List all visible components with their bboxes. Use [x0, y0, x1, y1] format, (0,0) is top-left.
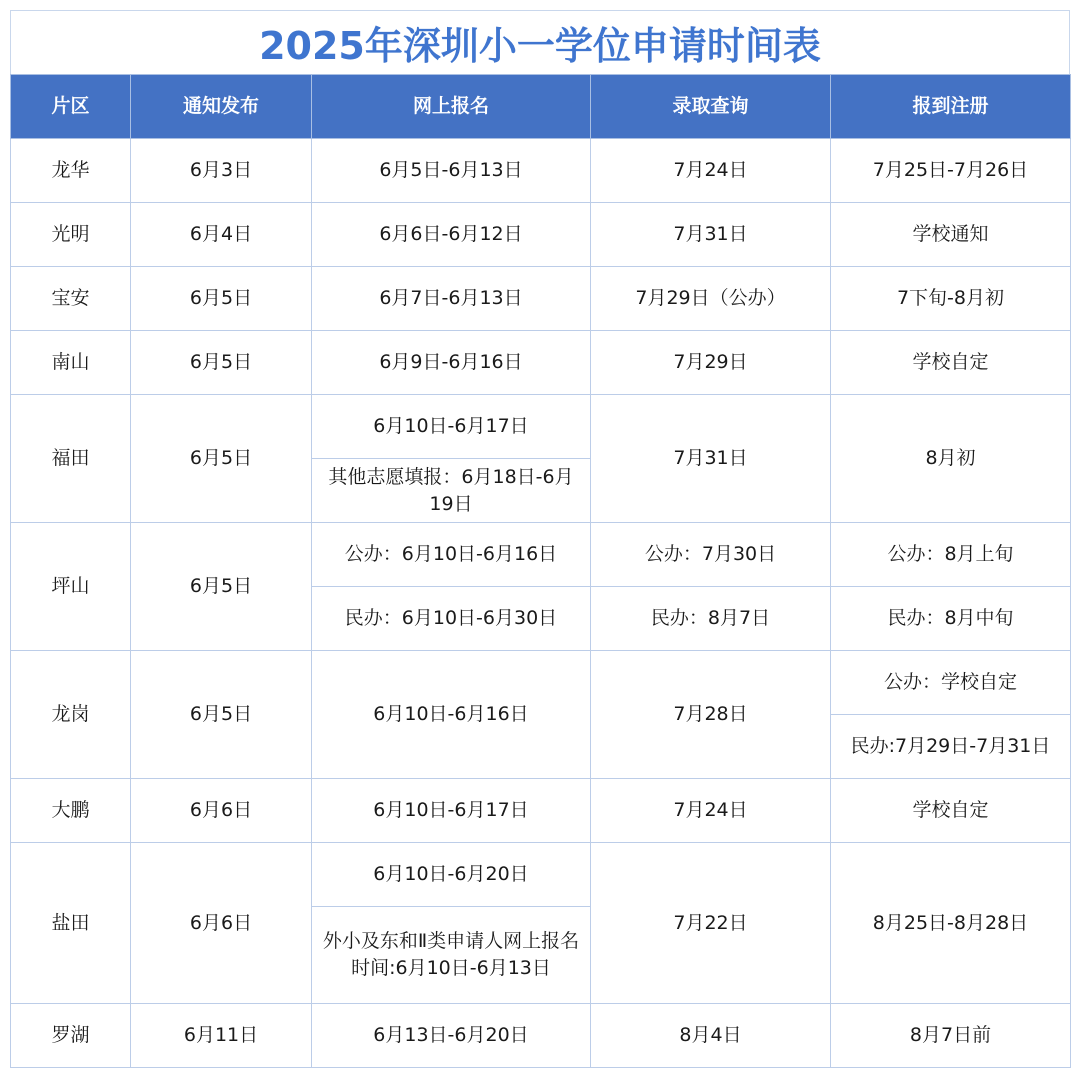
query-cell: 7月31日 [591, 395, 831, 523]
notice-cell: 6月3日 [131, 139, 312, 203]
register-cell: 民办:7月29日-7月31日 [831, 715, 1071, 779]
table-row [11, 651, 1071, 715]
district-cell: 宝安 [11, 267, 131, 331]
table-row [11, 139, 1071, 203]
apply-cell: 民办：6月10日-6月30日 [312, 587, 591, 651]
page-title: 2025年深圳小一学位申请时间表 [10, 10, 1070, 74]
table-row [11, 203, 1071, 267]
table-row [11, 1004, 1071, 1068]
district-cell: 福田 [11, 395, 131, 523]
district-cell: 光明 [11, 203, 131, 267]
table-row [11, 331, 1071, 395]
notice-cell: 6月5日 [131, 331, 312, 395]
apply-cell: 6月10日-6月17日 [312, 395, 591, 459]
query-cell: 7月31日 [591, 203, 831, 267]
register-cell: 7下旬-8月初 [831, 267, 1071, 331]
apply-cell: 6月7日-6月13日 [312, 267, 591, 331]
apply-cell: 6月10日-6月17日 [312, 779, 591, 843]
header-query: 录取查询 [591, 75, 831, 139]
notice-cell: 6月5日 [131, 523, 312, 651]
apply-cell: 6月5日-6月13日 [312, 139, 591, 203]
apply-cell: 6月10日-6月16日 [312, 651, 591, 779]
query-cell: 7月29日 [591, 331, 831, 395]
district-cell: 盐田 [11, 843, 131, 1004]
table-row [11, 395, 1071, 459]
query-cell: 7月28日 [591, 651, 831, 779]
district-cell: 龙华 [11, 139, 131, 203]
header-apply: 网上报名 [312, 75, 591, 139]
schedule-table [10, 74, 1071, 1068]
notice-cell: 6月11日 [131, 1004, 312, 1068]
header-row [11, 75, 1071, 139]
query-cell: 8月4日 [591, 1004, 831, 1068]
query-cell: 公办：7月30日 [591, 523, 831, 587]
table-row [11, 523, 1071, 587]
register-cell: 公办：8月上旬 [831, 523, 1071, 587]
query-cell: 7月29日（公办） [591, 267, 831, 331]
register-cell: 学校自定 [831, 779, 1071, 843]
district-cell: 南山 [11, 331, 131, 395]
query-cell: 7月22日 [591, 843, 831, 1004]
header-register: 报到注册 [831, 75, 1071, 139]
table-row [11, 843, 1071, 907]
register-cell: 学校自定 [831, 331, 1071, 395]
header-notice: 通知发布 [131, 75, 312, 139]
register-cell: 民办：8月中旬 [831, 587, 1071, 651]
apply-cell: 6月10日-6月20日 [312, 843, 591, 907]
apply-cell: 外小及东和Ⅱ类申请人网上报名时间:6月10日-6月13日 [312, 907, 591, 1004]
apply-cell: 公办：6月10日-6月16日 [312, 523, 591, 587]
apply-cell: 6月6日-6月12日 [312, 203, 591, 267]
district-cell: 坪山 [11, 523, 131, 651]
apply-cell: 6月9日-6月16日 [312, 331, 591, 395]
table-row [11, 779, 1071, 843]
notice-cell: 6月6日 [131, 779, 312, 843]
apply-cell: 6月13日-6月20日 [312, 1004, 591, 1068]
query-cell: 7月24日 [591, 779, 831, 843]
query-cell: 民办：8月7日 [591, 587, 831, 651]
apply-cell: 其他志愿填报：6月18日-6月19日 [312, 459, 591, 523]
notice-cell: 6月5日 [131, 395, 312, 523]
register-cell: 8月7日前 [831, 1004, 1071, 1068]
table-row [11, 267, 1071, 331]
query-cell: 7月24日 [591, 139, 831, 203]
district-cell: 大鹏 [11, 779, 131, 843]
notice-cell: 6月5日 [131, 267, 312, 331]
register-cell: 公办：学校自定 [831, 651, 1071, 715]
notice-cell: 6月4日 [131, 203, 312, 267]
district-cell: 龙岗 [11, 651, 131, 779]
header-district: 片区 [11, 75, 131, 139]
notice-cell: 6月5日 [131, 651, 312, 779]
notice-cell: 6月6日 [131, 843, 312, 1004]
district-cell: 罗湖 [11, 1004, 131, 1068]
register-cell: 7月25日-7月26日 [831, 139, 1071, 203]
register-cell: 学校通知 [831, 203, 1071, 267]
register-cell: 8月初 [831, 395, 1071, 523]
register-cell: 8月25日-8月28日 [831, 843, 1071, 1004]
